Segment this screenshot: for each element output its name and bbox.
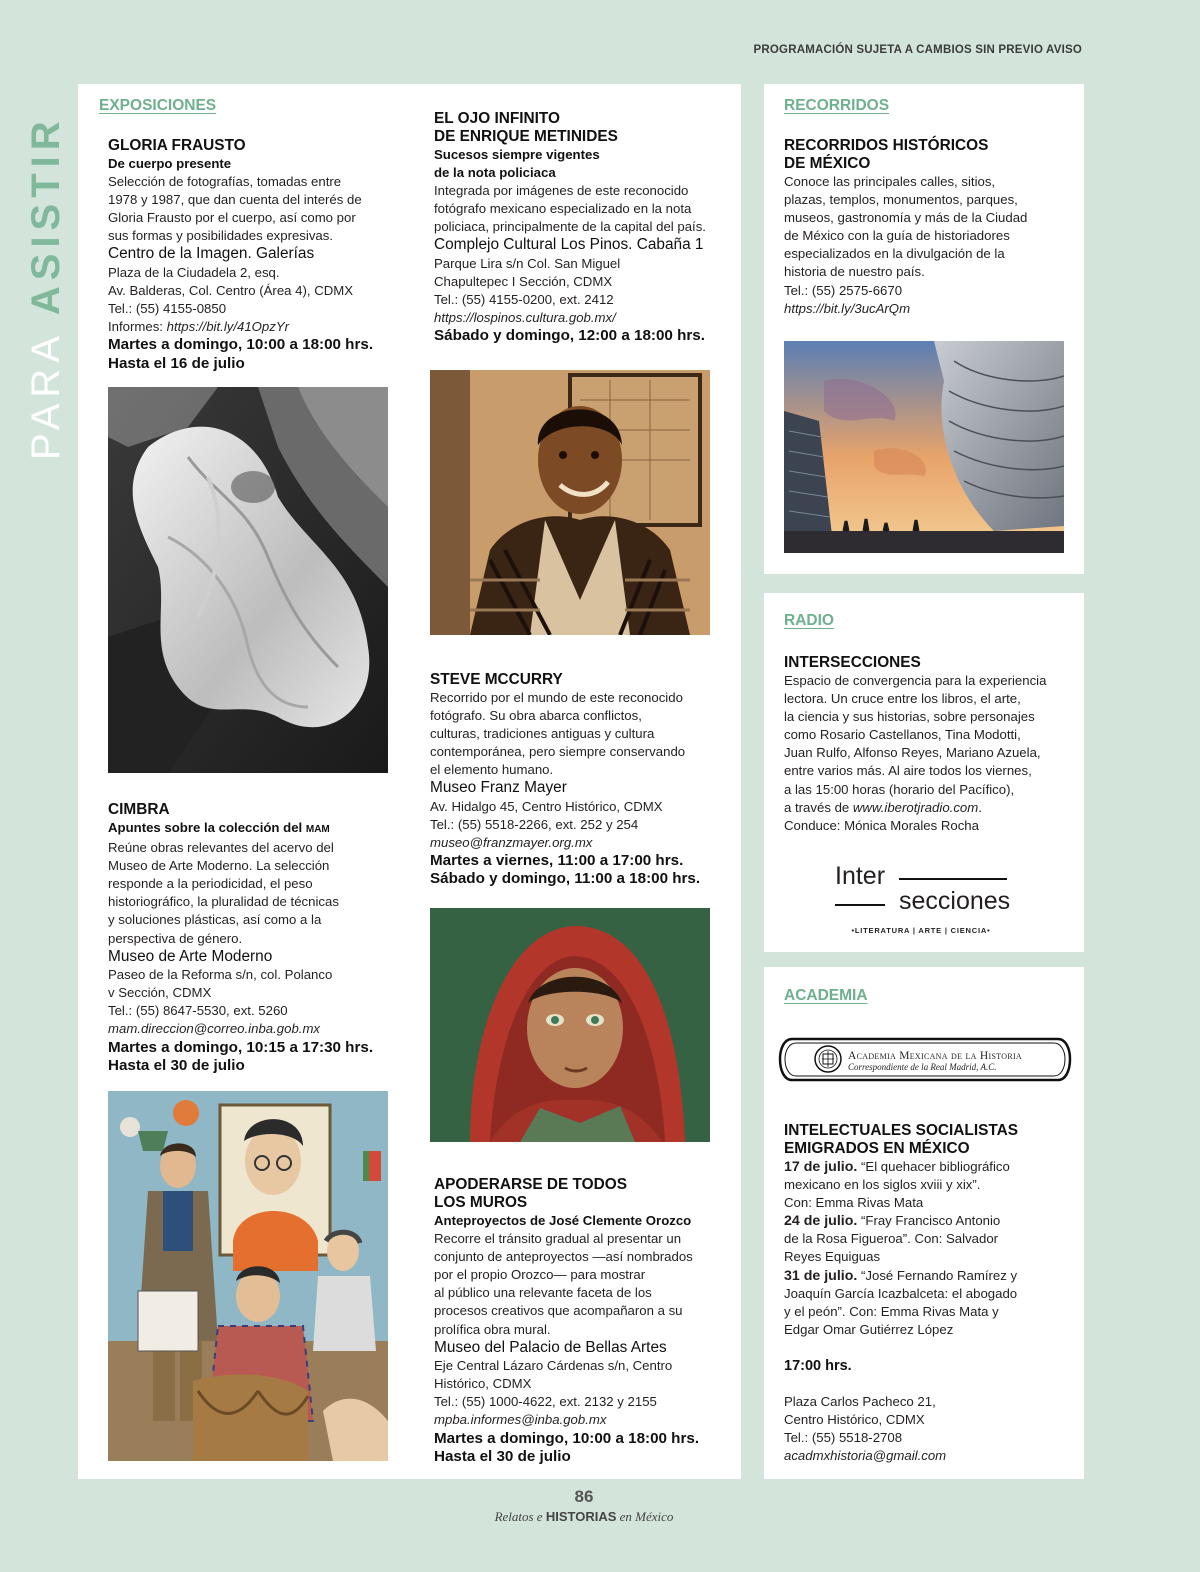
frausto-hours: Martes a domingo, 10:00 a 18:00 hrs. Hasta el 16 de julio: [108, 336, 374, 372]
recorridos-photo: [784, 341, 1064, 553]
orozco-block: [434, 1176, 734, 1466]
schedule-notice: PROGRAMACIÓN SUJETA A CAMBIOS SIN PREVIO AVISO: [753, 44, 1082, 56]
radio-block: [784, 654, 1076, 835]
academia-talk: 17 de julio. “El quehacer bibliográfico mexicano en los siglos xviii y xix”. Con: Emma Rivas Mata: [784, 1159, 1010, 1211]
mccurry-photo: [430, 908, 710, 1142]
orozco-venue: Museo del Palacio de Bellas Artes: [434, 1338, 667, 1356]
mccurry-venue: Museo Franz Mayer: [430, 779, 567, 797]
section-recorridos[interactable]: RECORRIDOS: [784, 97, 890, 114]
orozco-hours: Martes a domingo, 10:00 a 18:00 hrs. Hasta el 30 de julio: [434, 1429, 700, 1465]
academia-logo-name: Academia Mexicana de la Historia: [848, 1050, 1023, 1062]
logo-word-secciones: secciones: [899, 887, 1011, 915]
metinides-url[interactable]: https://lospinos.cultura.gob.mx/: [434, 310, 616, 326]
recorridos-desc: Conoce las principales calles, sitios, plazas, templos, monumentos, parques, museos, gastronomía y más de la Ciudad de México con la guía de historiadores especializados en la divulgación de la historia de nuestro país.: [784, 174, 1028, 280]
cimbra-tel: Tel.: (55) 8647-5530, ext. 5260: [108, 1003, 288, 1019]
academia-logo-sub: Correspondiente de la Real Madrid, A.C.: [848, 1062, 997, 1072]
logo-word-inter: Inter: [835, 862, 886, 890]
mccurry-desc: Recorrido por el mundo de este reconocido fotógrafo. Su obra abarca conflictos, culturas, tradiciones antiguas y cultura contemporánea, pero siempre conservando el elemento humano.: [430, 690, 686, 778]
section-exposiciones[interactable]: EXPOSICIONES: [99, 97, 217, 114]
section-radio[interactable]: RADIO: [784, 612, 834, 629]
frausto-block: [108, 137, 398, 373]
recorridos-tel: Tel.: (55) 2575-6670: [784, 282, 903, 298]
radio-title: INTERSECCIONES: [784, 654, 921, 671]
section-academia[interactable]: ACADEMIA: [784, 987, 868, 1004]
mccurry-address: Av. Hidalgo 45, Centro Histórico, CDMX: [430, 798, 663, 814]
metinides-venue: Complejo Cultural Los Pinos. Cabaña 1: [434, 236, 704, 254]
metinides-desc: Integrada por imágenes de este reconocido fotógrafo mexicano especializado en la nota policiaca, principalmente de la capital del país.: [434, 183, 706, 235]
academia-logo: [778, 1037, 1072, 1082]
cimbra-painting: [108, 1091, 388, 1461]
orozco-desc: Recorre el tránsito gradual al presentar un conjunto de anteproyectos —así nombrados por el propio Orozco— para mostrar al público una relevante faceta de los procesos creativos que acompañaron a su prolífica obra mural.: [434, 1231, 693, 1337]
frausto-desc: Selección de fotografías, tomadas entre 1978 y 1987, que dan cuenta del interés de Gloria Frausto por el cuerpo, así como por sus formas y posibilidades expresivas.: [108, 174, 362, 244]
academia-email[interactable]: acadmxhistoria@gmail.com: [784, 1448, 947, 1464]
radio-via: a través de www.iberotjradio.com.: [784, 799, 982, 815]
frausto-address: Plaza de la Ciudadela 2, esq. Av. Balderas, Col. Centro (Área 4), CDMX: [108, 264, 354, 299]
frausto-venue: Centro de la Imagen. Galerías: [108, 245, 315, 263]
mccurry-email[interactable]: museo@franzmayer.org.mx: [430, 835, 593, 851]
frausto-info-link[interactable]: https://bit.ly/41OpzYr: [166, 319, 290, 335]
mccurry-title: STEVE MCCURRY: [430, 671, 563, 688]
recorridos-url[interactable]: https://bit.ly/3ucArQm: [784, 300, 911, 316]
orozco-tel: Tel.: (55) 1000-4622, ext. 2132 y 2155: [434, 1394, 657, 1410]
academia-address: Plaza Carlos Pacheco 21, Centro Histórico, CDMX: [784, 1394, 936, 1428]
cimbra-block: [108, 801, 398, 1075]
academia-time: 17:00 hrs.: [784, 1357, 852, 1374]
metinides-tel: Tel.: (55) 4155-0200, ext. 2412: [434, 292, 614, 308]
side-title-bold: ASISTIR: [24, 115, 68, 316]
academia-talk: 24 de julio. “Fray Francisco Antonio de la Rosa Figueroa”. Con: Salvador Reyes Equiguas: [784, 1213, 1001, 1265]
radio-url[interactable]: www.iberotjradio.com: [852, 799, 979, 815]
page-number: 86: [574, 1487, 594, 1506]
metinides-photo: [430, 370, 710, 635]
side-title-light: PARA: [24, 332, 68, 460]
academia-title: INTELECTUALES SOCIALISTAS EMIGRADOS EN MÉXICO: [784, 1122, 1019, 1157]
orozco-title: APODERARSE DE TODOS LOS MUROS: [434, 1176, 627, 1211]
academia-block: [784, 1122, 1080, 1466]
recorridos-title: RECORRIDOS HISTÓRICOS DE MÉXICO: [784, 137, 989, 172]
academia-tel: Tel.: (55) 5518-2708: [784, 1430, 903, 1446]
orozco-address: Eje Central Lázaro Cárdenas s/n, Centro Histórico, CDMX: [434, 1358, 673, 1392]
metinides-hours: Sábado y domingo, 12:00 a 18:00 hrs.: [434, 327, 705, 345]
side-title: [24, 80, 68, 460]
cimbra-subtitle: Apuntes sobre la colección del MAM: [108, 820, 330, 835]
intersecciones-logo: [835, 860, 1015, 940]
metinides-title: EL OJO INFINITO DE ENRIQUE METINIDES: [434, 110, 618, 145]
recorridos-block: [784, 137, 1074, 318]
frausto-info: Informes: https://bit.ly/41OpzYr: [108, 319, 290, 335]
mccurry-block: [430, 671, 730, 889]
metinides-block: [434, 110, 734, 346]
cimbra-venue: Museo de Arte Moderno: [108, 947, 273, 965]
academia-talk: 31 de julio. “José Fernando Ramírez y Joaquín García Icazbalceta: el abogado y el peón”. Con: Emma Rivas Mata y Edgar Omar Gutiérrez López: [784, 1267, 1018, 1337]
mccurry-hours: Martes a viernes, 11:00 a 17:00 hrs. Sábado y domingo, 11:00 a 18:00 hrs.: [430, 852, 701, 888]
mccurry-tel: Tel.: (55) 5518-2266, ext. 252 y 254: [430, 817, 639, 833]
cimbra-desc: Reúne obras relevantes del acervo del Museo de Arte Moderno. La selección responde a la periodicidad, el peso historiográfico, la pluralidad de técnicas y soluciones plásticas, así como a la perspectiva de género.: [108, 840, 339, 946]
cimbra-address: Paseo de la Reforma s/n, col. Polanco v Sección, CDMX: [108, 967, 333, 1001]
frausto-title: GLORIA FRAUSTO: [108, 137, 246, 154]
orozco-email[interactable]: mpba.informes@inba.gob.mx: [434, 1412, 607, 1428]
metinides-address: Parque Lira s/n Col. San Miguel Chapultepec I Sección, CDMX: [434, 255, 621, 290]
magazine-name: Relatos e HISTORIAS en México: [494, 1509, 674, 1524]
radio-host: Conduce: Mónica Morales Rocha: [784, 817, 979, 833]
frausto-photo: [108, 387, 388, 773]
logo-tagline: •LITERATURA | ARTE | CIENCIA•: [851, 926, 991, 935]
frausto-tel: Tel.: (55) 4155-0850: [108, 301, 227, 317]
cimbra-email[interactable]: mam.direccion@correo.inba.gob.mx: [108, 1021, 321, 1037]
orozco-subtitle: Anteproyectos de José Clemente Orozco: [434, 1213, 692, 1228]
radio-desc: Espacio de convergencia para la experiencia lectora. Un cruce entre los libros, el arte, la ciencia y sus historias, sobre personajes como Rosario Castellanos, Tina Modotti, Juan Rulfo, Alfonso Reyes, Mariano Azuela, entre varios más. Al aire todos los viernes, a las 15:00 horas (horario del Pacífico),: [784, 673, 1047, 797]
frausto-subtitle: De cuerpo presente: [108, 156, 232, 171]
cimbra-hours: Martes a domingo, 10:15 a 17:30 hrs. Hasta el 30 de julio: [108, 1038, 374, 1074]
metinides-subtitle: Sucesos siempre vigentes de la nota policiaca: [434, 147, 600, 181]
cimbra-title: CIMBRA: [108, 801, 170, 818]
